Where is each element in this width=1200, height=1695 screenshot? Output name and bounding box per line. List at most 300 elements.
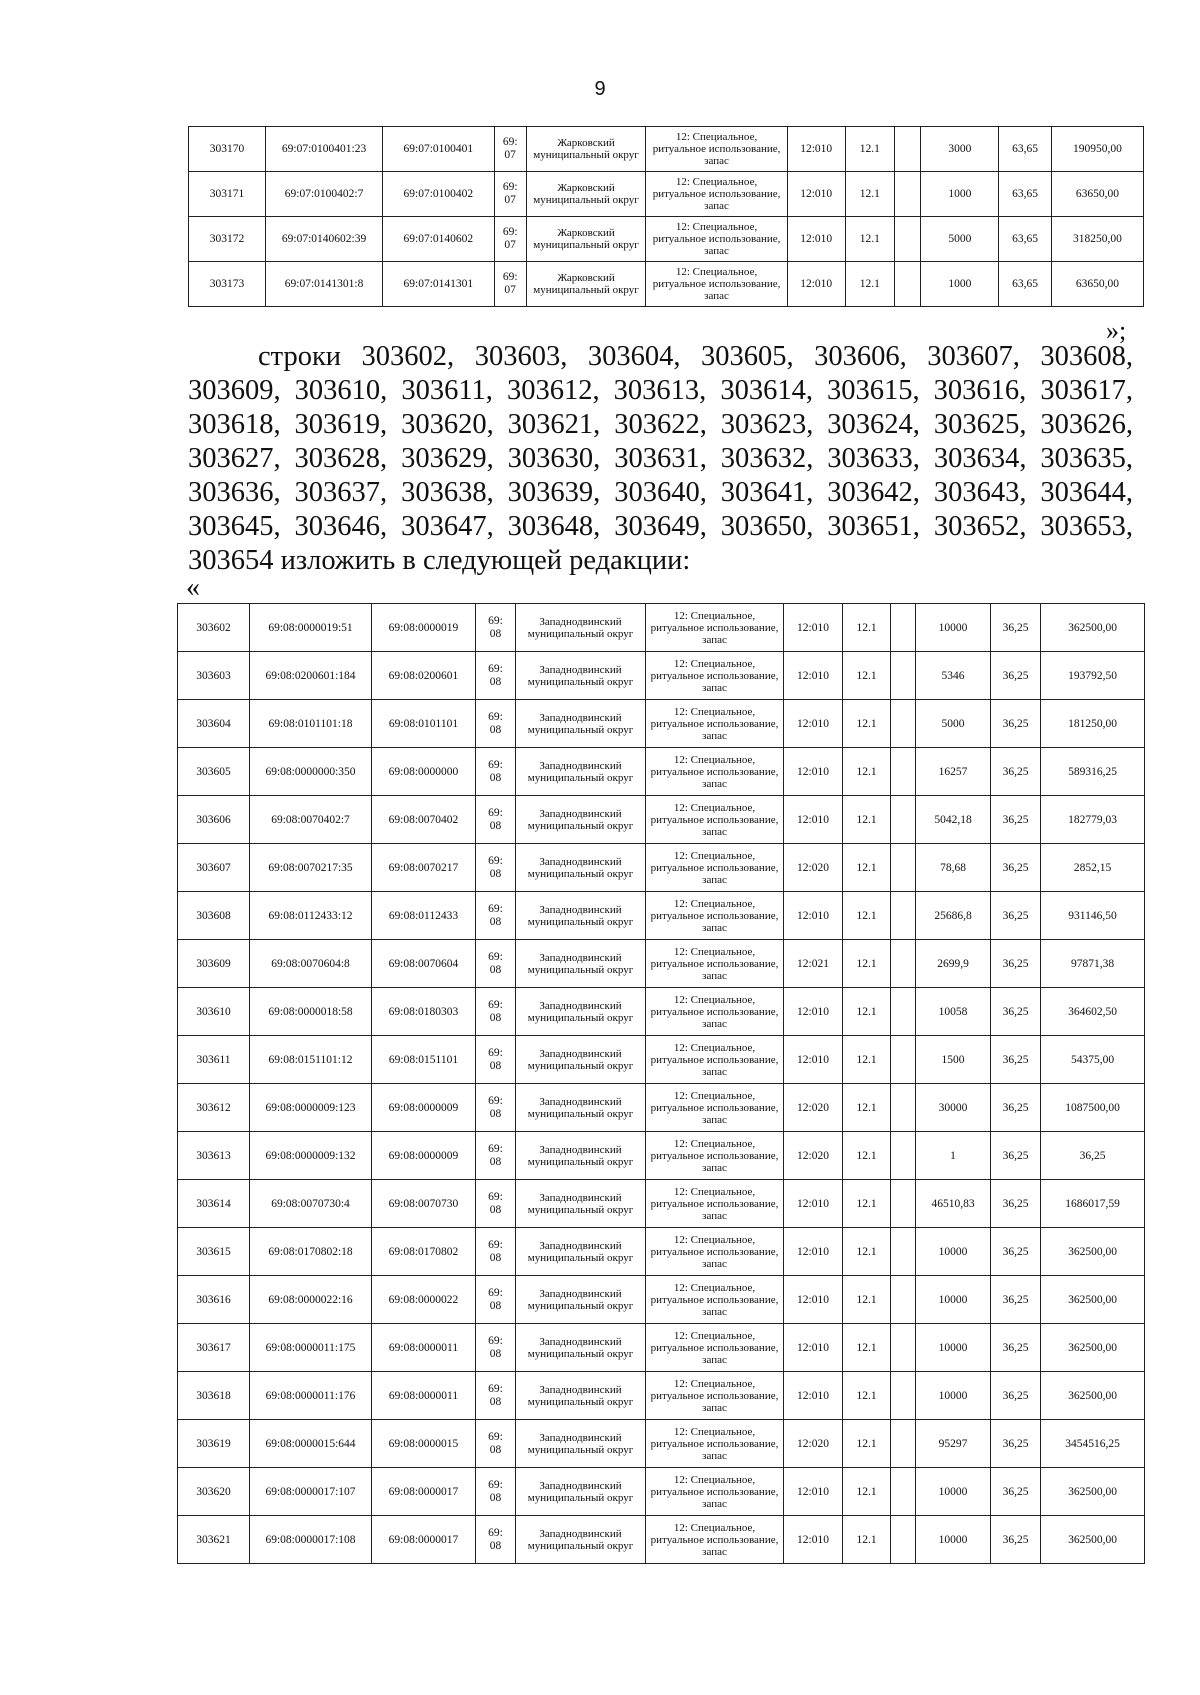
cadastral-value-cell: 362500,00 [1041, 1276, 1145, 1324]
cadastral-number-cell: 69:08:0000000:350 [250, 748, 372, 796]
land-use-group-cell: 12: Специальное, ритуальное использование, запас [646, 262, 788, 307]
row-number-cell: 303619 [178, 1420, 250, 1468]
row-number-cell: 303609 [178, 940, 250, 988]
municipality-cell: Западнодвинский муниципальный округ [516, 1228, 646, 1276]
row-number-cell: 303604 [178, 700, 250, 748]
region-code-cell: 69: 08 [476, 988, 516, 1036]
row-number-cell: 303607 [178, 844, 250, 892]
land-use-group-cell: 12: Специальное, ритуальное использование, запас [646, 940, 784, 988]
row-number-cell: 303616 [178, 1276, 250, 1324]
empty-cell-cell [891, 844, 916, 892]
empty-cell-cell [891, 1228, 916, 1276]
cadastral-number-cell: 69:08:0000011:176 [250, 1372, 372, 1420]
empty-cell-cell [891, 1420, 916, 1468]
table-row [178, 1372, 1145, 1420]
region-code-cell: 69: 07 [494, 172, 526, 217]
table-row [178, 1132, 1145, 1180]
municipality-cell: Западнодвинский муниципальный округ [516, 748, 646, 796]
empty-cell-cell [891, 796, 916, 844]
table-row [178, 1180, 1145, 1228]
land-use-group-cell: 12: Специальное, ритуальное использование, запас [646, 988, 784, 1036]
area-cell: 1 [916, 1132, 991, 1180]
land-use-code-cell: 12:010 [784, 796, 843, 844]
subgroup-cell: 12.1 [843, 748, 891, 796]
table-row [189, 262, 1144, 307]
empty-cell-cell [895, 217, 921, 262]
row-number-cell: 303620 [178, 1468, 250, 1516]
specific-value-cell: 63,65 [999, 262, 1052, 307]
row-number-cell: 303606 [178, 796, 250, 844]
land-use-code-cell: 12:010 [787, 262, 845, 307]
region-code-cell: 69: 08 [476, 1468, 516, 1516]
region-code-cell: 69: 08 [476, 1180, 516, 1228]
subgroup-cell: 12.1 [843, 844, 891, 892]
land-use-group-cell: 12: Специальное, ритуальное использование, запас [646, 796, 784, 844]
table-row [189, 217, 1144, 262]
cadastral-quarter-cell: 69:08:0112433 [372, 892, 476, 940]
land-use-group-cell: 12: Специальное, ритуальное использование, запас [646, 1036, 784, 1084]
municipality-cell: Западнодвинский муниципальный округ [516, 1276, 646, 1324]
land-use-code-cell: 12:010 [784, 1324, 843, 1372]
cadastral-number-cell: 69:08:0000018:58 [250, 988, 372, 1036]
specific-value-cell: 63,65 [999, 127, 1052, 172]
area-cell: 78,68 [916, 844, 991, 892]
region-code-cell: 69: 08 [476, 844, 516, 892]
table-row [178, 1036, 1145, 1084]
area-cell: 2699,9 [916, 940, 991, 988]
specific-value-cell: 36,25 [991, 1036, 1041, 1084]
land-use-group-cell: 12: Специальное, ритуальное использование, запас [646, 700, 784, 748]
land-use-code-cell: 12:010 [784, 1372, 843, 1420]
area-cell: 10000 [916, 1324, 991, 1372]
region-code-cell: 69: 08 [476, 1036, 516, 1084]
page-number: 9 [594, 78, 606, 100]
municipality-cell: Западнодвинский муниципальный округ [516, 892, 646, 940]
municipality-cell: Западнодвинский муниципальный округ [516, 796, 646, 844]
row-number-cell: 303618 [178, 1372, 250, 1420]
cadastral-value-cell: 362500,00 [1041, 604, 1145, 652]
municipality-cell: Западнодвинский муниципальный округ [516, 1132, 646, 1180]
specific-value-cell: 36,25 [991, 1324, 1041, 1372]
amendment-paragraph: строки 303602, 303603, 303604, 303605, 303606, 303607, 303608, 303609, 303610, 303611, 303612, 303613, 303614, 303615, 303616, 303617, 303618, 303619, 303620, 303621, 303622, 303623, 303624, 303625, 303626, 303627, 303628, 303629, 303630, 303631, 303632, 303633, 303634, 303635, 303636, 303637, 303638, 303639, 303640, 303641, 303642, 303643, 303644, 303645, 303646, 303647, 303648, 303649, 303650, 303651, 303652, 303653, 303654 изложить в следующей редакции: [188, 341, 1133, 576]
subgroup-cell: 12.1 [843, 1180, 891, 1228]
municipality-cell: Западнодвинский муниципальный округ [516, 1372, 646, 1420]
land-use-code-cell: 12:020 [784, 1132, 843, 1180]
subgroup-cell: 12.1 [843, 652, 891, 700]
subgroup-cell: 12.1 [845, 127, 895, 172]
cadastral-quarter-cell: 69:08:0000009 [372, 1132, 476, 1180]
cadastral-value-cell: 2852,15 [1041, 844, 1145, 892]
land-use-group-cell: 12: Специальное, ритуальное использование, запас [646, 1276, 784, 1324]
row-number-cell: 303612 [178, 1084, 250, 1132]
empty-cell-cell [891, 1324, 916, 1372]
specific-value-cell: 36,25 [991, 1372, 1041, 1420]
specific-value-cell: 36,25 [991, 844, 1041, 892]
cadastral-number-cell: 69:08:0000009:132 [250, 1132, 372, 1180]
row-number-cell: 303617 [178, 1324, 250, 1372]
land-use-code-cell: 12:010 [784, 1516, 843, 1564]
cadastral-value-cell: 589316,25 [1041, 748, 1145, 796]
specific-value-cell: 36,25 [991, 748, 1041, 796]
specific-value-cell: 36,25 [991, 1516, 1041, 1564]
row-number-cell: 303611 [178, 1036, 250, 1084]
empty-cell-cell [895, 262, 921, 307]
land-use-group-cell: 12: Специальное, ритуальное использование, запас [646, 1180, 784, 1228]
cadastral-number-cell: 69:08:0000017:107 [250, 1468, 372, 1516]
land-use-group-cell: 12: Специальное, ритуальное использование, запас [646, 1228, 784, 1276]
area-cell: 10000 [916, 604, 991, 652]
municipality-cell: Западнодвинский муниципальный округ [516, 1324, 646, 1372]
cadastral-number-cell: 69:07:0100401:23 [265, 127, 382, 172]
cadastral-number-cell: 69:08:0170802:18 [250, 1228, 372, 1276]
table-row [178, 1276, 1145, 1324]
municipality-cell: Западнодвинский муниципальный округ [516, 700, 646, 748]
municipality-cell: Западнодвинский муниципальный округ [516, 1036, 646, 1084]
cadastral-number-cell: 69:08:0070217:35 [250, 844, 372, 892]
table-row [178, 892, 1145, 940]
row-number-cell: 303605 [178, 748, 250, 796]
cadastral-quarter-cell: 69:08:0000022 [372, 1276, 476, 1324]
subgroup-cell: 12.1 [843, 1228, 891, 1276]
area-cell: 5042,18 [916, 796, 991, 844]
table-row [178, 796, 1145, 844]
land-use-group-cell: 12: Специальное, ритуальное использование, запас [646, 1324, 784, 1372]
row-number-cell: 303171 [189, 172, 266, 217]
specific-value-cell: 63,65 [999, 172, 1052, 217]
subgroup-cell: 12.1 [843, 700, 891, 748]
cadastral-quarter-cell: 69:08:0151101 [372, 1036, 476, 1084]
area-cell: 30000 [916, 1084, 991, 1132]
subgroup-cell: 12.1 [843, 604, 891, 652]
land-use-code-cell: 12:010 [784, 988, 843, 1036]
municipality-cell: Жарковский муниципальный округ [526, 172, 645, 217]
land-use-group-cell: 12: Специальное, ритуальное использование, запас [646, 172, 788, 217]
row-number-cell: 303603 [178, 652, 250, 700]
empty-cell-cell [891, 652, 916, 700]
cadastral-quarter-cell: 69:08:0000019 [372, 604, 476, 652]
row-number-cell: 303621 [178, 1516, 250, 1564]
cadastral-quarter-cell: 69:08:0000017 [372, 1516, 476, 1564]
table-row [178, 1468, 1145, 1516]
municipality-cell: Западнодвинский муниципальный округ [516, 1180, 646, 1228]
land-use-code-cell: 12:010 [787, 217, 845, 262]
land-use-code-cell: 12:010 [787, 127, 845, 172]
area-cell: 5346 [916, 652, 991, 700]
row-number-cell: 303614 [178, 1180, 250, 1228]
empty-cell-cell [891, 748, 916, 796]
cadastral-value-cell: 1087500,00 [1041, 1084, 1145, 1132]
land-use-group-cell: 12: Специальное, ритуальное использование, запас [646, 748, 784, 796]
cadastral-quarter-cell: 69:08:0000011 [372, 1324, 476, 1372]
cadastral-number-cell: 69:07:0141301:8 [265, 262, 382, 307]
empty-cell-cell [891, 604, 916, 652]
land-use-group-cell: 12: Специальное, ритуальное использование, запас [646, 844, 784, 892]
empty-cell-cell [891, 892, 916, 940]
specific-value-cell: 36,25 [991, 1420, 1041, 1468]
specific-value-cell: 36,25 [991, 1132, 1041, 1180]
table-row [178, 652, 1145, 700]
subgroup-cell: 12.1 [843, 1132, 891, 1180]
subgroup-cell: 12.1 [843, 1516, 891, 1564]
specific-value-cell: 36,25 [991, 1180, 1041, 1228]
area-cell: 3000 [921, 127, 999, 172]
empty-cell-cell [891, 1372, 916, 1420]
subgroup-cell: 12.1 [845, 262, 895, 307]
subgroup-cell: 12.1 [843, 1372, 891, 1420]
area-cell: 10000 [916, 1372, 991, 1420]
cadastral-quarter-cell: 69:08:0070730 [372, 1180, 476, 1228]
cadastral-quarter-cell: 69:08:0180303 [372, 988, 476, 1036]
region-code-cell: 69: 07 [494, 127, 526, 172]
land-use-code-cell: 12:010 [784, 1180, 843, 1228]
closing-quote: »; [1106, 316, 1127, 345]
municipality-cell: Западнодвинский муниципальный округ [516, 988, 646, 1036]
cadastral-value-cell: 364602,50 [1041, 988, 1145, 1036]
subgroup-cell: 12.1 [843, 1084, 891, 1132]
region-code-cell: 69: 08 [476, 1372, 516, 1420]
row-number-cell: 303613 [178, 1132, 250, 1180]
empty-cell-cell [891, 940, 916, 988]
land-use-code-cell: 12:020 [784, 1084, 843, 1132]
area-cell: 1500 [916, 1036, 991, 1084]
subgroup-cell: 12.1 [843, 1468, 891, 1516]
region-code-cell: 69: 08 [476, 1516, 516, 1564]
cadastral-quarter-cell: 69:08:0170802 [372, 1228, 476, 1276]
region-code-cell: 69: 08 [476, 796, 516, 844]
land-use-code-cell: 12:010 [784, 748, 843, 796]
cadastral-number-cell: 69:08:0000017:108 [250, 1516, 372, 1564]
land-use-code-cell: 12:010 [784, 652, 843, 700]
area-cell: 1000 [921, 262, 999, 307]
cadastral-quarter-cell: 69:08:0101101 [372, 700, 476, 748]
table-row [178, 748, 1145, 796]
table-row [189, 172, 1144, 217]
empty-cell-cell [891, 1036, 916, 1084]
specific-value-cell: 36,25 [991, 652, 1041, 700]
region-code-cell: 69: 08 [476, 1084, 516, 1132]
cadastral-quarter-cell: 69:07:0100401 [383, 127, 494, 172]
specific-value-cell: 36,25 [991, 604, 1041, 652]
cadastral-value-cell: 193792,50 [1041, 652, 1145, 700]
cadastral-value-cell: 54375,00 [1041, 1036, 1145, 1084]
municipality-cell: Жарковский муниципальный округ [526, 262, 645, 307]
land-use-group-cell: 12: Специальное, ритуальное использование, запас [646, 127, 788, 172]
empty-cell-cell [891, 1516, 916, 1564]
municipality-cell: Западнодвинский муниципальный округ [516, 940, 646, 988]
opening-quote: « [186, 572, 200, 603]
specific-value-cell: 36,25 [991, 988, 1041, 1036]
cadastral-number-cell: 69:08:0000011:175 [250, 1324, 372, 1372]
table-row [178, 1228, 1145, 1276]
cadastral-value-cell: 182779,03 [1041, 796, 1145, 844]
land-use-group-cell: 12: Специальное, ритуальное использование, запас [646, 1516, 784, 1564]
land-use-code-cell: 12:010 [784, 604, 843, 652]
area-cell: 10000 [916, 1276, 991, 1324]
specific-value-cell: 36,25 [991, 1084, 1041, 1132]
area-cell: 1000 [921, 172, 999, 217]
region-code-cell: 69: 08 [476, 1276, 516, 1324]
specific-value-cell: 36,25 [991, 1468, 1041, 1516]
cadastral-number-cell: 69:08:0070730:4 [250, 1180, 372, 1228]
registry-table-bottom [177, 603, 1145, 1564]
table-row [178, 844, 1145, 892]
land-use-group-cell: 12: Специальное, ритуальное использование, запас [646, 652, 784, 700]
row-number-cell: 303172 [189, 217, 266, 262]
cadastral-number-cell: 69:08:0101101:18 [250, 700, 372, 748]
cadastral-quarter-cell: 69:07:0141301 [383, 262, 494, 307]
region-code-cell: 69: 07 [494, 217, 526, 262]
municipality-cell: Западнодвинский муниципальный округ [516, 1516, 646, 1564]
area-cell: 10000 [916, 1516, 991, 1564]
cadastral-quarter-cell: 69:08:0000000 [372, 748, 476, 796]
cadastral-quarter-cell: 69:08:0000017 [372, 1468, 476, 1516]
cadastral-quarter-cell: 69:08:0000009 [372, 1084, 476, 1132]
cadastral-value-cell: 3454516,25 [1041, 1420, 1145, 1468]
specific-value-cell: 63,65 [999, 217, 1052, 262]
land-use-group-cell: 12: Специальное, ритуальное использование, запас [646, 1084, 784, 1132]
cadastral-number-cell: 69:08:0000019:51 [250, 604, 372, 652]
cadastral-value-cell: 63650,00 [1051, 172, 1143, 217]
cadastral-quarter-cell: 69:08:0070217 [372, 844, 476, 892]
cadastral-value-cell: 97871,38 [1041, 940, 1145, 988]
row-number-cell: 303615 [178, 1228, 250, 1276]
area-cell: 95297 [916, 1420, 991, 1468]
area-cell: 10000 [916, 1228, 991, 1276]
table-row [178, 988, 1145, 1036]
region-code-cell: 69: 08 [476, 748, 516, 796]
municipality-cell: Западнодвинский муниципальный округ [516, 844, 646, 892]
cadastral-value-cell: 362500,00 [1041, 1516, 1145, 1564]
cadastral-quarter-cell: 69:08:0000011 [372, 1372, 476, 1420]
region-code-cell: 69: 07 [494, 262, 526, 307]
land-use-code-cell: 12:010 [787, 172, 845, 217]
area-cell: 5000 [921, 217, 999, 262]
specific-value-cell: 36,25 [991, 700, 1041, 748]
municipality-cell: Жарковский муниципальный округ [526, 127, 645, 172]
cadastral-value-cell: 190950,00 [1051, 127, 1143, 172]
table-row [178, 604, 1145, 652]
cadastral-number-cell: 69:08:0000009:123 [250, 1084, 372, 1132]
land-use-code-cell: 12:010 [784, 1036, 843, 1084]
land-use-group-cell: 12: Специальное, ритуальное использование, запас [646, 1420, 784, 1468]
cadastral-quarter-cell: 69:08:0070604 [372, 940, 476, 988]
row-number-cell: 303610 [178, 988, 250, 1036]
subgroup-cell: 12.1 [843, 892, 891, 940]
specific-value-cell: 36,25 [991, 892, 1041, 940]
registry-table-top [188, 126, 1144, 307]
empty-cell-cell [891, 1276, 916, 1324]
table-row [178, 1420, 1145, 1468]
cadastral-number-cell: 69:08:0000022:16 [250, 1276, 372, 1324]
area-cell: 10058 [916, 988, 991, 1036]
empty-cell-cell [891, 988, 916, 1036]
row-number-cell: 303170 [189, 127, 266, 172]
empty-cell-cell [891, 1132, 916, 1180]
land-use-group-cell: 12: Специальное, ритуальное использование, запас [646, 1132, 784, 1180]
cadastral-value-cell: 63650,00 [1051, 262, 1143, 307]
land-use-code-cell: 12:010 [784, 1468, 843, 1516]
empty-cell-cell [891, 700, 916, 748]
region-code-cell: 69: 08 [476, 940, 516, 988]
table-row [189, 127, 1144, 172]
municipality-cell: Западнодвинский муниципальный округ [516, 604, 646, 652]
area-cell: 5000 [916, 700, 991, 748]
subgroup-cell: 12.1 [843, 1036, 891, 1084]
municipality-cell: Жарковский муниципальный округ [526, 217, 645, 262]
land-use-code-cell: 12:010 [784, 1228, 843, 1276]
region-code-cell: 69: 08 [476, 892, 516, 940]
area-cell: 25686,8 [916, 892, 991, 940]
cadastral-number-cell: 69:08:0200601:184 [250, 652, 372, 700]
land-use-code-cell: 12:010 [784, 1276, 843, 1324]
land-use-group-cell: 12: Специальное, ритуальное использование, запас [646, 604, 784, 652]
subgroup-cell: 12.1 [843, 1324, 891, 1372]
cadastral-value-cell: 362500,00 [1041, 1468, 1145, 1516]
cadastral-value-cell: 931146,50 [1041, 892, 1145, 940]
municipality-cell: Западнодвинский муниципальный округ [516, 1468, 646, 1516]
cadastral-value-cell: 362500,00 [1041, 1324, 1145, 1372]
region-code-cell: 69: 08 [476, 1324, 516, 1372]
specific-value-cell: 36,25 [991, 1228, 1041, 1276]
subgroup-cell: 12.1 [843, 796, 891, 844]
cadastral-quarter-cell: 69:07:0100402 [383, 172, 494, 217]
cadastral-value-cell: 318250,00 [1051, 217, 1143, 262]
table-row [178, 1084, 1145, 1132]
land-use-group-cell: 12: Специальное, ритуальное использование, запас [646, 892, 784, 940]
area-cell: 16257 [916, 748, 991, 796]
subgroup-cell: 12.1 [843, 988, 891, 1036]
cadastral-number-cell: 69:08:0151101:12 [250, 1036, 372, 1084]
empty-cell-cell [895, 127, 921, 172]
subgroup-cell: 12.1 [845, 172, 895, 217]
specific-value-cell: 36,25 [991, 796, 1041, 844]
cadastral-value-cell: 36,25 [1041, 1132, 1145, 1180]
cadastral-value-cell: 181250,00 [1041, 700, 1145, 748]
region-code-cell: 69: 08 [476, 1420, 516, 1468]
cadastral-quarter-cell: 69:07:0140602 [383, 217, 494, 262]
cadastral-number-cell: 69:08:0070604:8 [250, 940, 372, 988]
subgroup-cell: 12.1 [843, 1420, 891, 1468]
municipality-cell: Западнодвинский муниципальный округ [516, 652, 646, 700]
municipality-cell: Западнодвинский муниципальный округ [516, 1084, 646, 1132]
row-number-cell: 303602 [178, 604, 250, 652]
table-row [178, 700, 1145, 748]
region-code-cell: 69: 08 [476, 1228, 516, 1276]
area-cell: 46510,83 [916, 1180, 991, 1228]
region-code-cell: 69: 08 [476, 604, 516, 652]
specific-value-cell: 36,25 [991, 1276, 1041, 1324]
land-use-code-cell: 12:010 [784, 892, 843, 940]
area-cell: 10000 [916, 1468, 991, 1516]
land-use-code-cell: 12:020 [784, 844, 843, 892]
cadastral-number-cell: 69:08:0000015:644 [250, 1420, 372, 1468]
cadastral-number-cell: 69:07:0140602:39 [265, 217, 382, 262]
row-number-cell: 303608 [178, 892, 250, 940]
table-row [178, 1324, 1145, 1372]
subgroup-cell: 12.1 [843, 940, 891, 988]
region-code-cell: 69: 08 [476, 700, 516, 748]
cadastral-number-cell: 69:07:0100402:7 [265, 172, 382, 217]
table-row [178, 940, 1145, 988]
empty-cell-cell [895, 172, 921, 217]
cadastral-quarter-cell: 69:08:0200601 [372, 652, 476, 700]
cadastral-quarter-cell: 69:08:0000015 [372, 1420, 476, 1468]
cadastral-quarter-cell: 69:08:0070402 [372, 796, 476, 844]
land-use-code-cell: 12:021 [784, 940, 843, 988]
empty-cell-cell [891, 1468, 916, 1516]
specific-value-cell: 36,25 [991, 940, 1041, 988]
subgroup-cell: 12.1 [843, 1276, 891, 1324]
